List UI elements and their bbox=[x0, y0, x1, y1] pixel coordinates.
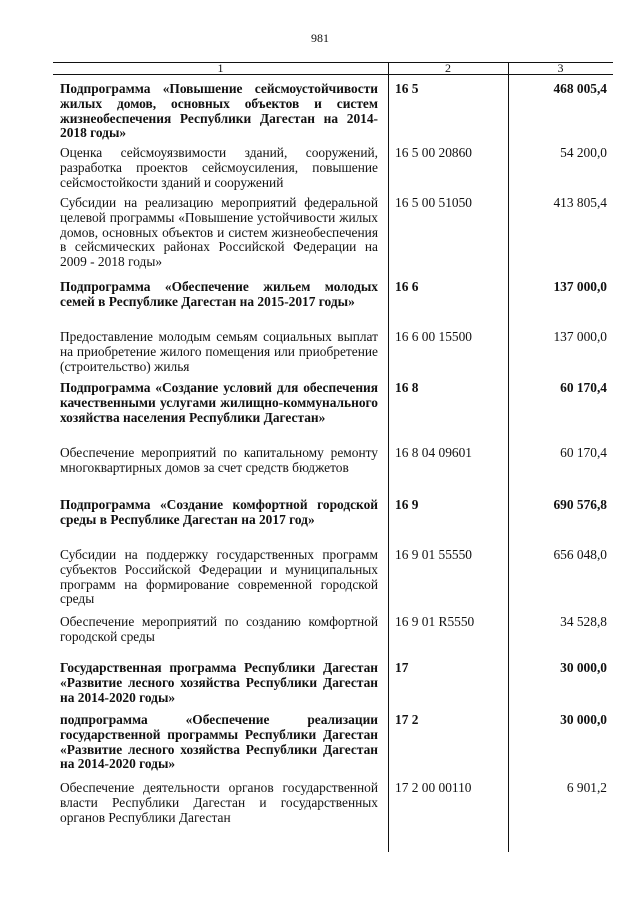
row-amount: 413 805,4 bbox=[553, 195, 607, 210]
row-name: Обеспечение деятельности органов государственной власти Республики Дагестан и государственных органов Республики Дагестан bbox=[60, 780, 378, 825]
row-code: 17 2 bbox=[395, 712, 419, 727]
row-name: Субсидии на поддержку государственных программ субъектов Российской Федерации и муниципальных программ на формирование современной городской среды bbox=[60, 547, 378, 607]
row-code: 16 6 bbox=[395, 279, 419, 294]
row-name: подпрограмма «Обеспечение реализации государственной программы Республики Дагестан «Развитие лесного хозяйства Республики Дагестан на 2014-2020 годы» bbox=[60, 712, 378, 772]
column-header-3: 3 bbox=[557, 61, 564, 75]
row-code: 17 bbox=[395, 660, 409, 675]
row-code: 17 2 00 00110 bbox=[395, 780, 472, 795]
row-code: 16 5 bbox=[395, 81, 419, 96]
column-header-1: 1 bbox=[217, 61, 224, 75]
column-divider-1 bbox=[388, 62, 389, 852]
row-amount: 137 000,0 bbox=[553, 279, 607, 294]
row-code: 16 5 00 20860 bbox=[395, 145, 472, 160]
row-name: Обеспечение мероприятий по капитальному ремонту многоквартирных домов за счет средств бюджетов bbox=[60, 445, 378, 475]
row-amount: 60 170,4 bbox=[560, 445, 607, 460]
row-amount: 34 528,8 bbox=[560, 614, 607, 629]
column-header-2: 2 bbox=[445, 61, 451, 75]
row-code: 16 8 bbox=[395, 380, 419, 395]
row-code: 16 9 01 R5550 bbox=[395, 614, 475, 629]
row-name: Предоставление молодым семьям социальных выплат на приобретение жилого помещения или приобретение (строительство) жилья bbox=[60, 329, 378, 374]
budget-table bbox=[53, 62, 613, 852]
row-code: 16 9 01 55550 bbox=[395, 547, 472, 562]
row-code: 16 5 00 51050 bbox=[395, 195, 472, 210]
row-amount: 30 000,0 bbox=[560, 660, 607, 675]
row-amount: 6 901,2 bbox=[566, 780, 607, 795]
row-name: Подпрограмма «Создание комфортной городской среды в Республике Дагестан на 2017 год» bbox=[60, 497, 378, 527]
row-amount: 54 200,0 bbox=[560, 145, 607, 160]
row-amount: 468 005,4 bbox=[553, 81, 607, 96]
row-name: Государственная программа Республики Дагестан «Развитие лесного хозяйства Республики Дагестан на 2014-2020 годы» bbox=[60, 660, 378, 705]
row-name: Обеспечение мероприятий по созданию комфортной городской среды bbox=[60, 614, 378, 644]
row-name: Подпрограмма «Обеспечение жильем молодых семей в Республике Дагестан на 2015-2017 годы» bbox=[60, 279, 378, 309]
page-number: 981 bbox=[311, 31, 329, 45]
row-amount: 137 000,0 bbox=[553, 329, 607, 344]
row-code: 16 6 00 15500 bbox=[395, 329, 472, 344]
row-name: Субсидии на реализацию мероприятий федеральной целевой программы «Повышение устойчивости жилых домов, основных объектов и систем жизнеобеспечения в сейсмических районах Российской Федерации на 2009 - 2018 годы» bbox=[60, 195, 378, 270]
row-amount: 656 048,0 bbox=[553, 547, 607, 562]
row-code: 16 8 04 09601 bbox=[395, 445, 472, 460]
header-bottom-border bbox=[53, 74, 613, 75]
row-amount: 30 000,0 bbox=[560, 712, 607, 727]
row-amount: 60 170,4 bbox=[560, 380, 607, 395]
row-code: 16 9 bbox=[395, 497, 419, 512]
row-name: Подпрограмма «Создание условий для обеспечения качественными услугами жилищно-коммунального хозяйства населения Республики Дагестан» bbox=[60, 380, 378, 425]
row-name: Подпрограмма «Повышение сейсмоустойчивости жилых домов, основных объектов и систем жизнеобеспечения Республики Дагестан на 2014-2018 годы» bbox=[60, 81, 378, 141]
row-amount: 690 576,8 bbox=[553, 497, 607, 512]
row-name: Оценка сейсмоуязвимости зданий, сооружений, разработка проектов сейсмоусиления, повышение сейсмостойкости зданий и сооружений bbox=[60, 145, 378, 190]
